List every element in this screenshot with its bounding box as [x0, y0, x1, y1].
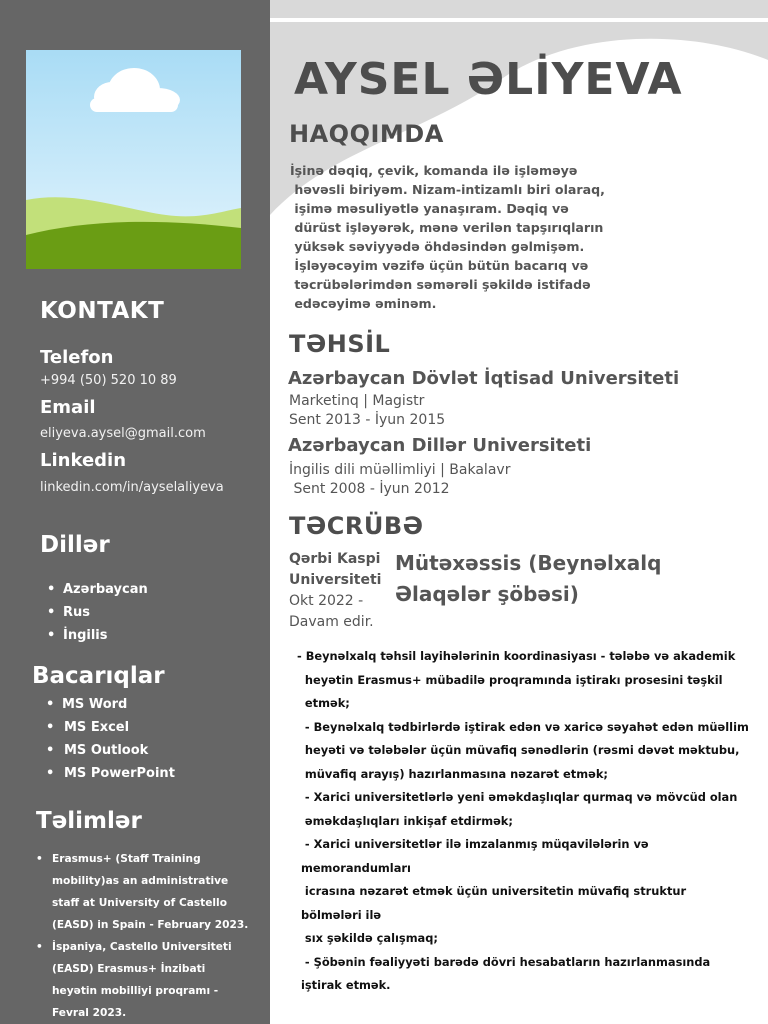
duty-line: etmək;	[297, 696, 350, 710]
education-degree: İngilis dili müəllimliyi | Bakalavr	[289, 462, 511, 478]
trainings-list	[32, 848, 254, 1024]
education-university: Azərbaycan Dillər Universiteti	[288, 435, 592, 456]
duty-line: müvafiq arayış) hazırlanmasına nəzarət etmək;	[297, 766, 608, 781]
about-line: edəcəyimə əminəm.	[290, 296, 437, 311]
education-period: Sent 2008 - İyun 2012	[289, 481, 450, 497]
experience-organization	[289, 549, 389, 591]
about-line: İşləyəcəyim vəzifə üçün bütün bacarıq və	[290, 258, 589, 273]
phone-value: +994 (50) 520 10 89	[40, 373, 177, 388]
skill-item: • MS Outlook	[46, 743, 175, 758]
linkedin-label: Linkedin	[40, 450, 127, 471]
duty-line: heyətin Erasmus+ mübadilə proqramında iştirakı prosesini təşkil	[297, 672, 723, 687]
duty-line: - Şöbənin fəaliyyəti barədə dövri hesabatların hazırlanmasında	[297, 954, 711, 969]
language-item: • Azərbaycan	[47, 582, 148, 597]
duty-line: - Xarici universitetlər ilə imzalanmış müqavilələrin və	[297, 837, 649, 851]
person-name: AYSEL ƏLİYEVA	[294, 54, 683, 105]
about-line: həvəsli biriyəm. Nizam-intizamlı biri olaraq,	[290, 182, 605, 197]
training-item: • Erasmus+ (Staff Training mobility)as an administrative staff at University of Castello (EASD) in Spain - February 2023.	[32, 848, 254, 936]
education-degree: Marketinq | Magistr	[289, 393, 425, 409]
duty-line: - Xarici universitetlərlə yeni əməkdaşlıqlar qurmaq və mövcüd olan	[297, 790, 738, 804]
sidebar	[0, 0, 270, 1024]
experience-org-line: Qərbi Kaspi	[289, 551, 381, 567]
about-line: dürüst işləyərək, mənə verilən tapşırıqların	[290, 220, 604, 235]
training-item: • İspaniya, Castello Universiteti (EASD) Erasmus+ İnzibati heyətin mobilliyi proqramı - Fevral 2023.	[32, 936, 254, 1024]
duty-line: - Beynəlxalq təhsil layihələrinin koordinasiyası - tələbə və akademik	[297, 649, 736, 663]
education-period: Sent 2013 - İyun 2015	[289, 412, 446, 428]
about-line: İşinə dəqiq, çevik, komanda ilə işləməyə	[290, 163, 578, 178]
linkedin-value: linkedin.com/in/ayselaliyeva	[40, 480, 224, 495]
trainings-heading: Təlimlər	[36, 808, 142, 834]
duty-line: əməkdaşlıqları inkişaf etdirmək;	[297, 813, 513, 828]
profile-photo-placeholder	[26, 50, 241, 269]
skill-item: • MS PowerPoint	[46, 766, 175, 781]
email-value: eliyeva.aysel@gmail.com	[40, 426, 206, 441]
experience-date-line: Okt 2022 -	[289, 593, 364, 609]
about-text	[290, 161, 650, 313]
contact-heading: KONTAKT	[40, 298, 165, 324]
experience-duties	[297, 645, 757, 998]
experience-date-line: Davam edir.	[289, 614, 374, 630]
duty-line: heyəti və tələbələr üçün müvafiq sənədlərin (rəsmi dəvət məktubu,	[297, 743, 740, 757]
about-heading: HAQQIMDA	[289, 120, 444, 148]
duty-line: icrasına nəzarət etmək üçün universitetin müvafiq struktur	[297, 884, 687, 898]
experience-period	[289, 591, 389, 633]
languages-heading: Dillər	[40, 532, 110, 558]
about-line: təcrübələrimdən səmərəli şəkildə istifadə	[290, 277, 591, 292]
skills-heading: Bacarıqlar	[32, 663, 165, 689]
language-item: • İngilis	[47, 628, 148, 643]
language-item: • Rus	[47, 605, 148, 620]
duty-line: memorandumları	[297, 860, 411, 875]
duty-line: iştirak etmək.	[297, 978, 391, 992]
phone-label: Telefon	[40, 347, 114, 368]
education-heading: TƏHSİL	[289, 330, 391, 358]
experience-heading: TƏCRÜBƏ	[289, 512, 424, 540]
experience-title	[395, 548, 725, 610]
duty-line: - Beynəlxalq tədbirlərdə iştirak edən və xaricə səyahət edən müəllim	[297, 719, 749, 734]
experience-org-line: Universiteti	[289, 572, 382, 588]
skill-item: • MS Word	[46, 697, 175, 712]
experience-title-line: Əlaqələr şöbəsi)	[395, 582, 579, 606]
duty-line: sıx şəkildə çalışmaq;	[297, 931, 438, 945]
skill-item: • MS Excel	[46, 720, 175, 735]
email-label: Email	[40, 397, 96, 418]
about-line: yüksək səviyyədə öhdəsindən gəlmişəm.	[290, 239, 585, 254]
education-university: Azərbaycan Dövlət İqtisad Universiteti	[288, 368, 680, 389]
skills-list	[46, 697, 175, 781]
about-line: işimə məsuliyətlə yanaşıram. Dəqiq və	[290, 201, 569, 216]
duty-line: bölmələri ilə	[297, 907, 382, 922]
languages-list	[47, 582, 148, 643]
experience-title-line: Mütəxəssis (Beynəlxalq	[395, 551, 662, 575]
